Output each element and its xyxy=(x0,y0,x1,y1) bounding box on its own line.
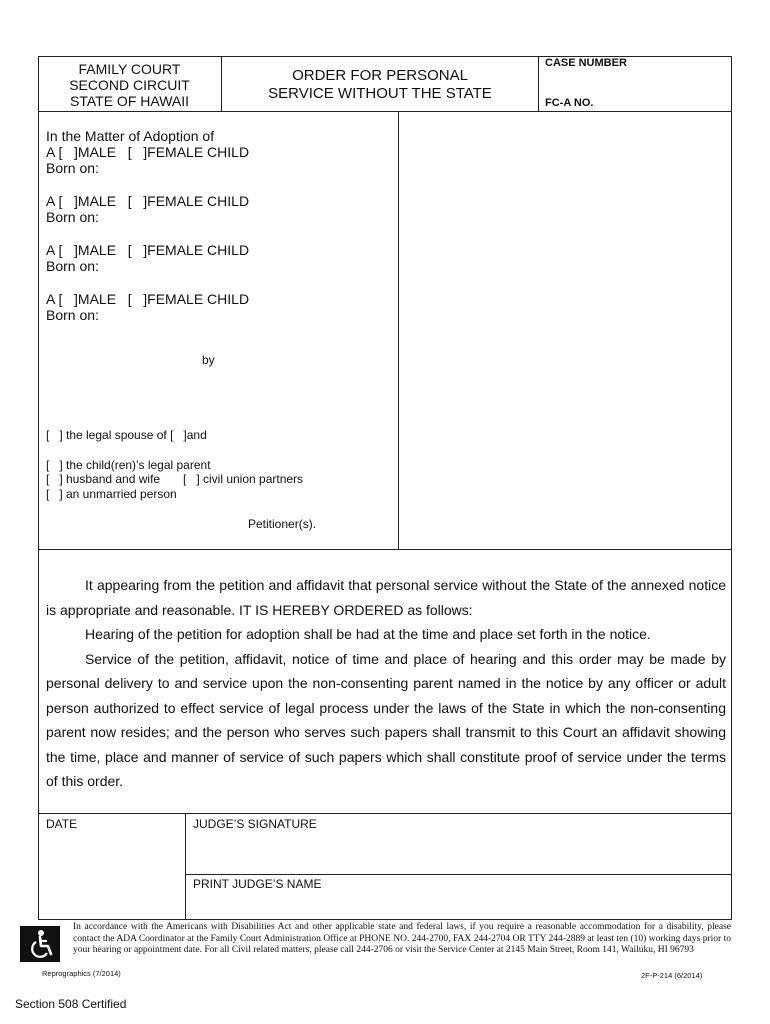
signature-top-rule xyxy=(38,813,732,814)
court-state: STATE OF HAWAII xyxy=(70,93,189,109)
section-508-label: Section 508 Certified xyxy=(15,997,127,1011)
by-label: by xyxy=(202,353,215,367)
form-number: 2F-P-214 (6/2014) xyxy=(641,971,703,980)
accessibility-icon xyxy=(20,926,60,962)
option-civil-union: [ ] civil union partners xyxy=(183,472,304,486)
option-legal-spouse: [ ] the legal spouse of [ ]and xyxy=(46,428,207,442)
order-paragraph-1: It appearing from the petition and affidavit that personal service without the State of the annexed notice is appropriate and reasonable. IT IS HEREBY ORDERED as follows: xyxy=(46,577,726,618)
child-3-line: A [ ]MALE [ ]FEMALE CHILD xyxy=(46,242,250,258)
title-line-2: SERVICE WITHOUT THE STATE xyxy=(268,85,492,102)
reprographics-label: Reprographics (7/2014) xyxy=(42,969,121,978)
court-block xyxy=(38,61,221,109)
wheelchair-icon xyxy=(20,926,60,962)
child-3-born: Born on: xyxy=(46,258,99,274)
child-2-line: A [ ]MALE [ ]FEMALE CHILD xyxy=(46,193,250,209)
title-line-1: ORDER FOR PERSONAL xyxy=(292,67,468,84)
option-unmarried: [ ] an unmarried person xyxy=(46,487,177,501)
order-paragraph-2: Hearing of the petition for adoption shall be had at the time and place set forth in the notice. xyxy=(85,626,651,642)
court-name: FAMILY COURT xyxy=(78,61,181,77)
option-husband-wife: [ ] husband and wife xyxy=(46,472,161,486)
option-legal-parent: [ ] the child(ren)’s legal parent xyxy=(46,458,211,472)
child-1-born: Born on: xyxy=(46,160,99,176)
order-paragraph-3: Service of the petition, affidavit, notice of time and place of hearing and this order may be made by personal delivery to and service upon the non-consenting parent named in the notice by any officer or adult person authorized to effect service of legal process under the laws of the State in which the non-consenting parent now resides; and the person who serves such papers shall transmit to this Court an affidavit showing the time, place and manner of service of such papers which shall constitute proof of service under the terms of this order. xyxy=(46,650,726,789)
child-4-line: A [ ]MALE [ ]FEMALE CHILD xyxy=(46,291,250,307)
child-4-born: Born on: xyxy=(46,307,99,323)
matter-line: In the Matter of Adoption of xyxy=(46,128,215,144)
outer-border-bottom xyxy=(38,919,732,920)
petitioners-label: Petitioner(s). xyxy=(248,517,317,531)
outer-border-right xyxy=(731,56,732,920)
header-bottom-rule xyxy=(38,111,732,112)
signature-divider xyxy=(185,813,186,920)
caption-block xyxy=(46,128,396,323)
case-number-label: CASE NUMBER xyxy=(545,57,627,69)
court-circuit: SECOND CIRCUIT xyxy=(69,77,190,93)
judge-signature-label: JUDGE’S SIGNATURE xyxy=(193,817,317,831)
outer-border-top xyxy=(38,56,732,57)
print-judge-name-label: PRINT JUDGE’S NAME xyxy=(193,877,322,891)
signature-name-rule xyxy=(185,874,732,875)
child-1-line: A [ ]MALE [ ]FEMALE CHILD xyxy=(46,144,250,160)
caption-divider xyxy=(398,111,399,549)
child-2-born: Born on: xyxy=(46,209,99,225)
outer-border-left xyxy=(38,56,39,920)
date-label: DATE xyxy=(46,817,78,831)
ada-notice: In accordance with the Americans with Disabilities Act and other applicable state and federal laws, if you require a reasonable accommodation for a disability, please contact the ADA Coordinator at the Family Court Administration Office at PHONE NO. 244-2700, FAX 244-2704 OR TTY 244-2889 at least ten (10) working days prior to your hearing or appointment date. For all Civil related matters, please call 244-2706 or visit the Service Center at 2145 Main Street, Room 141, Wailuku, HI 96793 xyxy=(73,922,731,955)
document-title xyxy=(222,67,538,103)
fca-number-label: FC-A NO. xyxy=(545,97,594,109)
order-body xyxy=(46,573,726,794)
caption-bottom-rule xyxy=(38,549,732,550)
header-divider-2 xyxy=(538,56,539,112)
